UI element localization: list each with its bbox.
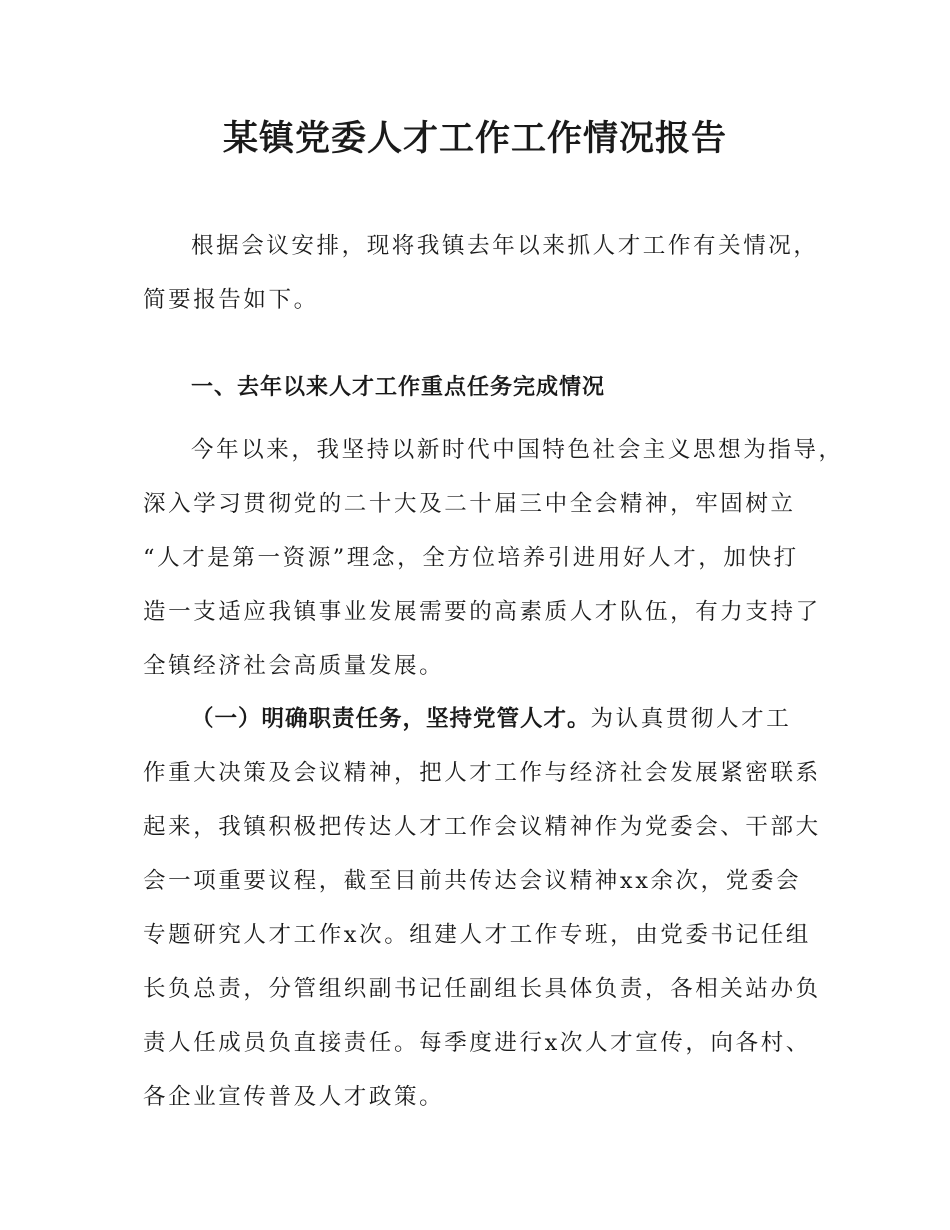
section1-line-3: “人才是第一资源”理念，全方位培养引进用好人才，加快打	[143, 545, 799, 571]
section1-line-1: 今年以来，我坚持以新时代中国特色社会主义思想为指导，	[191, 437, 844, 463]
section1-paragraph	[143, 423, 844, 693]
section1-line-5: 全镇经济社会高质量发展。	[143, 653, 445, 679]
subsection1-line-1	[143, 692, 833, 746]
document-title: 某镇党委人才工作工作情况报告	[222, 118, 727, 159]
intro-line-2: 简要报告如下。	[143, 287, 319, 313]
subsection1-line-6: 长负总责，分管组织副书记任副组长具体负责，各相关站办负	[143, 976, 821, 1002]
subsection1-heading: （一）明确职责任务，坚持党管人才。	[191, 706, 591, 732]
intro-paragraph	[143, 219, 833, 327]
section-heading-1: 一、去年以来人才工作重点任务完成情况	[191, 375, 606, 400]
subsection1-line-5: 专题研究人才工作x次。组建人才工作专班，由党委书记任组	[143, 922, 811, 948]
subsection1-line-3: 起来，我镇积极把传达人才工作会议精神作为党委会、干部大	[143, 814, 821, 840]
intro-line-1: 根据会议安排，现将我镇去年以来抓人才工作有关情况，	[191, 233, 819, 259]
subsection1-line-8: 各企业宣传普及人才政策。	[143, 1084, 445, 1110]
subsection1-line-1-rest: 为认真贯彻人才工	[590, 706, 792, 732]
subsection1-line-4: 会一项重要议程，截至目前共传达会议精神xx余次，党委会	[143, 868, 802, 894]
section1-line-2: 深入学习贯彻党的二十大及二十届三中全会精神，牢固树立	[143, 491, 796, 517]
section1-line-4: 造一支适应我镇事业发展需要的高素质人才队伍，有力支持了	[143, 599, 821, 625]
subsection1-line-7: 责人任成员负直接责任。每季度进行x次人才宣传，向各村、	[143, 1030, 811, 1056]
subsection1-paragraph	[143, 692, 833, 1124]
subsection1-line-2: 作重大决策及会议精神，把人才工作与经济社会发展紧密联系	[143, 760, 821, 786]
